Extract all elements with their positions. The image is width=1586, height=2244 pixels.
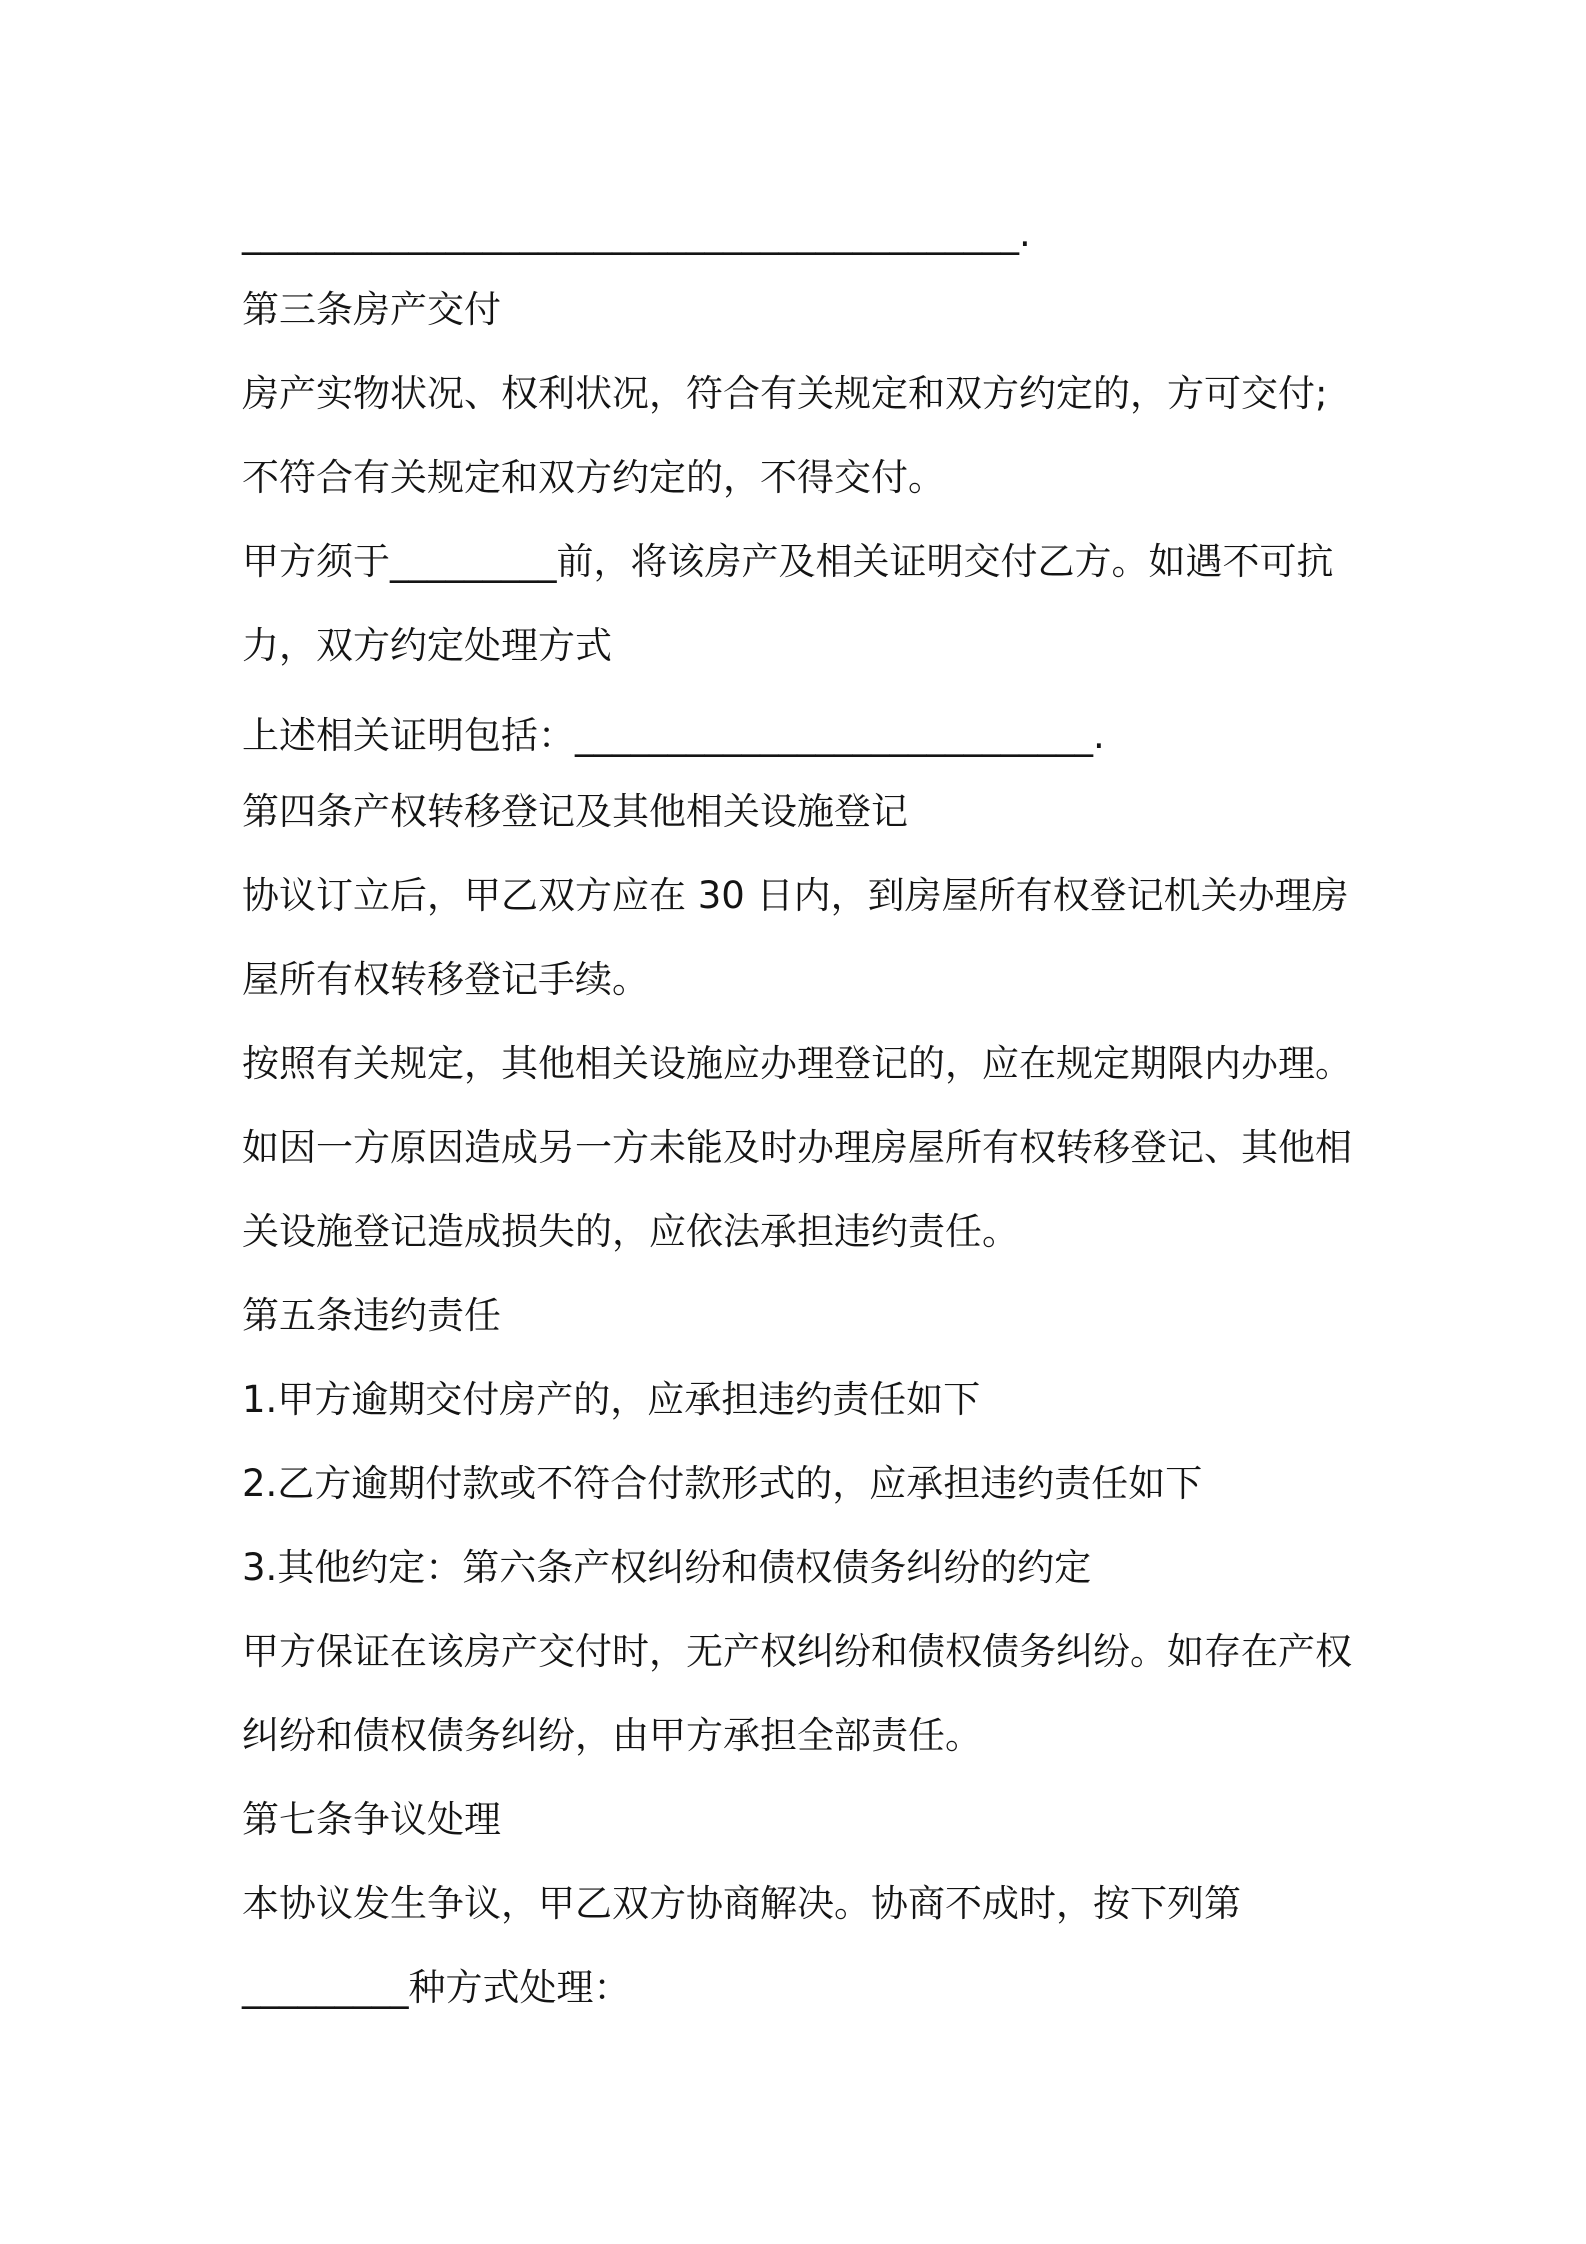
paragraph-line: 本协议发生争议，甲乙双方协商解决。协商不成时，按下列第 xyxy=(242,1882,1241,1925)
paragraph-line: 如因一方原因造成另一方未能及时办理房屋所有权转移登记、其他相 xyxy=(242,1126,1352,1169)
paragraph-line: 按照有关规定，其他相关设施应办理登记的，应在规定期限内办理。 xyxy=(242,1042,1352,1085)
paragraph-line: _________种方式处理： xyxy=(242,1966,631,2009)
paragraph-line: 不符合有关规定和双方约定的，不得交付。 xyxy=(242,456,945,499)
paragraph-line: 关设施登记造成损失的，应依法承担违约责任。 xyxy=(242,1210,1019,1253)
paragraph-line: 上述相关证明包括：____________________________. xyxy=(242,714,1105,757)
paragraph-line: 纠纷和债权债务纠纷，由甲方承担全部责任。 xyxy=(242,1714,982,1757)
paragraph-line: 甲方保证在该房产交付时，无产权纠纷和债权债务纠纷。如存在产权 xyxy=(242,1630,1352,1673)
section-heading-4: 第四条产权转移登记及其他相关设施登记 xyxy=(242,790,908,833)
section-heading-7: 第七条争议处理 xyxy=(242,1798,501,1841)
paragraph-line: 甲方须于_________前，将该房产及相关证明交付乙方。如遇不可抗 xyxy=(242,540,1334,583)
paragraph-line: 屋所有权转移登记手续。 xyxy=(242,958,649,1001)
section-heading-5: 第五条违约责任 xyxy=(242,1294,501,1337)
paragraph-line: 力，双方约定处理方式 xyxy=(242,624,612,667)
paragraph-line: 房产实物状况、权利状况，符合有关规定和双方约定的，方可交付; xyxy=(242,372,1328,415)
section-heading-3: 第三条房产交付 xyxy=(242,288,501,331)
list-item: 2.乙方逾期付款或不符合付款形式的，应承担违约责任如下 xyxy=(242,1462,1203,1505)
paragraph-line: 协议订立后，甲乙双方应在 30 日内，到房屋所有权登记机关办理房 xyxy=(242,874,1349,917)
list-item: 1.甲方逾期交付房产的，应承担违约责任如下 xyxy=(242,1378,981,1421)
list-item: 3.其他约定：第六条产权纠纷和债权债务纠纷的约定 xyxy=(242,1546,1092,1589)
blank-line-continuation: __________________________________________. xyxy=(242,212,1031,255)
